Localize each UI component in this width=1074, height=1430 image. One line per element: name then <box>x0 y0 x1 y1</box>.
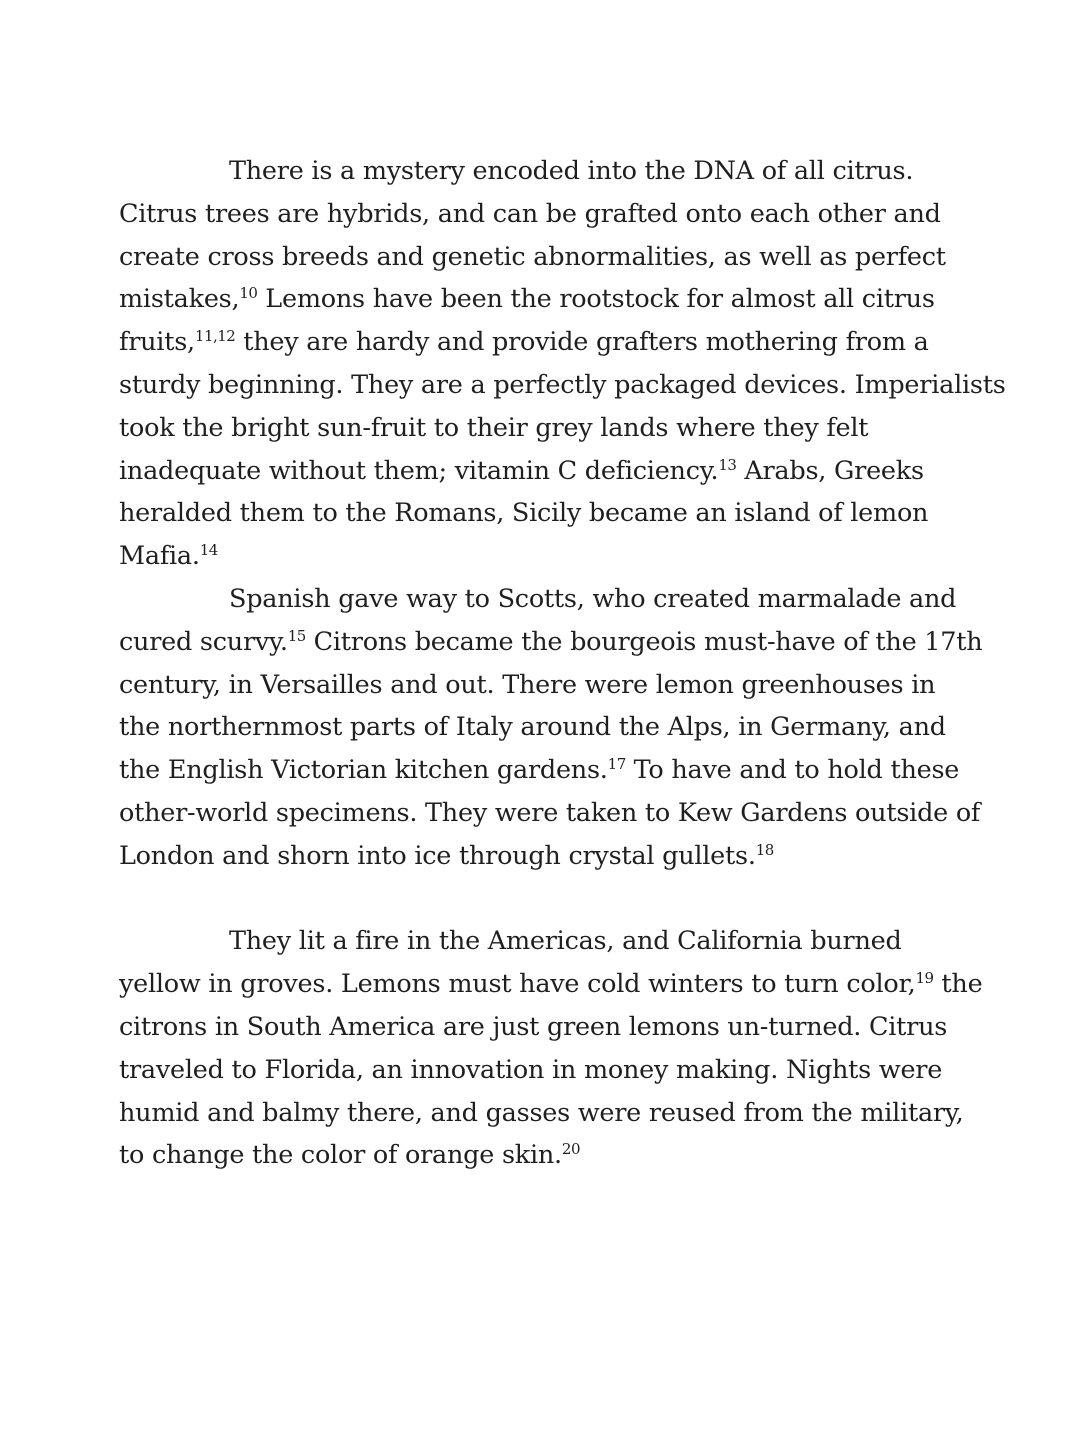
text-line: to change the color of orange skin.$^{20}$ <box>119 1140 581 1171</box>
footnote-ref: 18 <box>755 840 774 859</box>
footnote-ref: 15 <box>287 626 306 645</box>
text-line: There is a mystery encoded into the DNA of all citrus. <box>229 156 914 186</box>
footnote-ref: 11,12 <box>194 327 236 346</box>
text-line: inadequate without them; vitamin C deficiency.$^{13}$ Arabs, Greeks <box>119 455 924 486</box>
paragraph <box>119 920 983 1177</box>
text-line: the English Victorian kitchen gardens.$^{17}$ To have and to hold these <box>119 755 960 786</box>
text-line: heralded them to the Romans, Sicily became an island of lemon <box>119 498 929 529</box>
text-line: They lit a fire in the Americas, and California burned <box>229 926 902 957</box>
text-line: cured scurvy.$^{15}$ Citrons became the bourgeois must-have of the 17th <box>119 626 983 657</box>
footnote-ref: 13 <box>718 455 737 474</box>
text-line: century, in Versailles and out. There were lemon greenhouses in <box>119 669 936 700</box>
text-line: London and shorn into ice through crystal gullets.$^{18}$ <box>119 840 774 871</box>
footnote-ref: 17 <box>607 755 626 774</box>
text-line: humid and balmy there, and gasses were reused from the military, <box>119 1097 964 1128</box>
text-line: fruits,$^{11,12}$ they are hardy and provide grafters mothering from a <box>119 327 929 358</box>
text-line: mistakes,$^{10}$ Lemons have been the rootstock for almost all citrus <box>119 284 935 315</box>
footnote-ref: 14 <box>199 541 218 560</box>
text-line: traveled to Florida, an innovation in money making. Nights were <box>119 1054 943 1085</box>
text-line: other-world specimens. They were taken to Kew Gardens outside of <box>119 797 981 828</box>
text-line: citrons in South America are just green lemons un-turned. Citrus <box>119 1011 948 1042</box>
footnote-ref: 19 <box>915 969 934 988</box>
document-body <box>119 150 1006 1177</box>
text-line: the northernmost parts of Italy around the Alps, in Germany, and <box>119 712 946 743</box>
paragraph <box>119 150 1006 578</box>
footnote-ref: 10 <box>239 284 258 303</box>
text-line: Citrus trees are hybrids, and can be grafted onto each other and <box>119 198 941 229</box>
text-line: sturdy beginning. They are a perfectly packaged devices. Imperialists <box>119 369 1006 400</box>
footnote-ref: 20 <box>561 1140 581 1159</box>
text-line: took the bright sun-fruit to their grey lands where they felt <box>119 412 869 443</box>
text-line: Spanish gave way to Scotts, who created marmalade and <box>229 583 957 614</box>
paragraph <box>119 578 983 878</box>
text-line: Mafia.$^{14}$ <box>119 541 218 572</box>
text-line: create cross breeds and genetic abnormalities, as well as perfect <box>119 241 946 272</box>
paragraph-spacer <box>119 878 979 921</box>
text-line: yellow in groves. Lemons must have cold winters to turn color,$^{19}$ the <box>119 969 983 1000</box>
